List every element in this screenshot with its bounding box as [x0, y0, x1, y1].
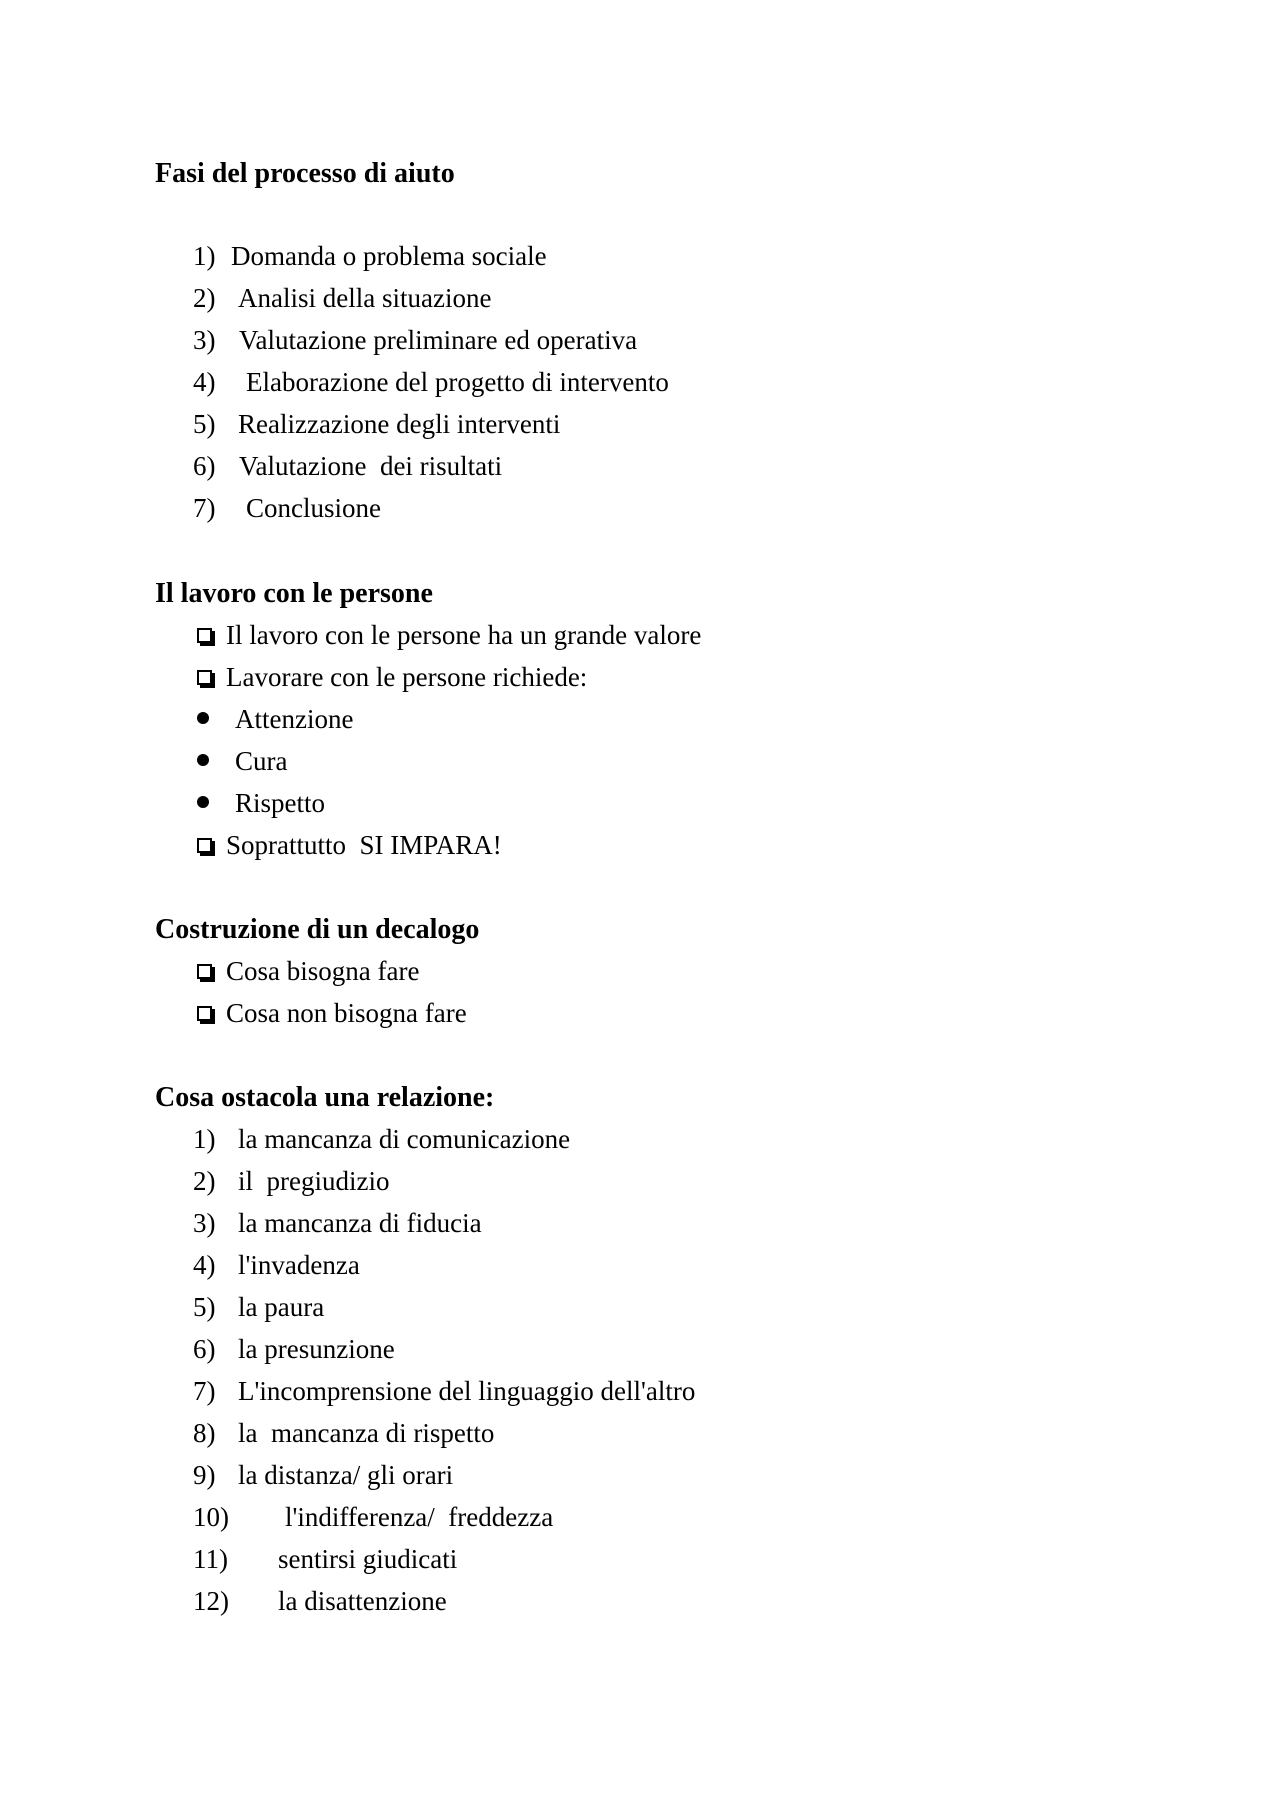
list-number: 3)	[193, 1208, 216, 1238]
square-bullet-icon	[197, 1006, 212, 1021]
list-item-text: Analisi della situazione	[238, 283, 492, 313]
list-item	[193, 1588, 447, 1615]
list-item	[194, 790, 325, 817]
list-item	[193, 1294, 324, 1321]
list-number: 8)	[193, 1418, 216, 1448]
list-item-text: Realizzazione degli interventi	[238, 409, 561, 439]
list-item-text: L'incomprensione del linguaggio dell'altro	[238, 1376, 696, 1406]
section-heading-fasi: Fasi del processo di aiuto	[155, 158, 455, 189]
list-item-text: Domanda o problema sociale	[231, 241, 547, 271]
list-item	[197, 664, 587, 691]
list-item	[193, 1462, 453, 1489]
list-item-text: Soprattutto SI IMPARA!	[226, 830, 502, 860]
list-item-text: la presunzione	[238, 1334, 395, 1364]
list-item-text: l'indifferenza/ freddezza	[285, 1502, 554, 1532]
list-item	[193, 327, 637, 354]
round-bullet-icon	[197, 712, 209, 724]
list-item	[193, 411, 560, 438]
list-item-text: Elaborazione del progetto di intervento	[246, 367, 669, 397]
list-item-text: Cosa bisogna fare	[226, 956, 420, 986]
list-item	[197, 832, 502, 859]
list-number: 9)	[193, 1460, 216, 1490]
list-number: 11)	[193, 1544, 228, 1574]
list-number: 10)	[193, 1502, 229, 1532]
list-number: 2)	[193, 283, 216, 313]
list-item	[193, 1126, 570, 1153]
section-heading-decalogo: Costruzione di un decalogo	[155, 914, 480, 945]
list-item	[193, 369, 669, 396]
list-number: 7)	[193, 493, 216, 523]
square-bullet-icon	[197, 838, 212, 853]
list-item	[193, 1210, 482, 1237]
list-item-text: sentirsi giudicati	[278, 1544, 458, 1574]
list-number: 5)	[193, 409, 216, 439]
list-item-text: il pregiudizio	[238, 1166, 390, 1196]
list-item-text: Valutazione preliminare ed operativa	[239, 325, 638, 355]
list-item-text: la paura	[238, 1292, 325, 1322]
list-number: 6)	[193, 451, 216, 481]
square-bullet-icon	[197, 628, 212, 643]
square-bullet-icon	[197, 670, 212, 685]
list-item-text: Cosa non bisogna fare	[226, 998, 467, 1028]
list-number: 12)	[193, 1586, 229, 1616]
list-item	[193, 1420, 494, 1447]
list-item-text: Cura	[235, 746, 288, 776]
list-number: 5)	[193, 1292, 216, 1322]
section-heading-ostacola: Cosa ostacola una relazione:	[155, 1082, 495, 1113]
list-item-text: Lavorare con le persone richiede:	[226, 662, 588, 692]
list-number: 3)	[193, 325, 216, 355]
list-item-text: la distanza/ gli orari	[238, 1460, 454, 1490]
list-item	[193, 1168, 389, 1195]
list-item-text: Rispetto	[235, 788, 326, 818]
list-number: 4)	[193, 367, 216, 397]
list-item	[197, 622, 701, 649]
list-item-text: Attenzione	[235, 704, 354, 734]
list-item-text: la mancanza di comunicazione	[238, 1124, 571, 1154]
list-item-text: Il lavoro con le persone ha un grande valore	[226, 620, 702, 650]
round-bullet-icon	[197, 754, 209, 766]
list-item	[193, 243, 547, 270]
list-item	[194, 748, 287, 775]
list-item	[193, 1252, 360, 1279]
list-item-text: la mancanza di fiducia	[238, 1208, 482, 1238]
list-number: 7)	[193, 1376, 216, 1406]
list-item-text: Conclusione	[246, 493, 381, 523]
list-number: 1)	[193, 1124, 216, 1154]
section-heading-lavoro: Il lavoro con le persone	[155, 578, 433, 609]
list-number: 1)	[193, 241, 216, 271]
list-number: 4)	[193, 1250, 216, 1280]
list-item	[194, 706, 353, 733]
list-item-text: l'invadenza	[238, 1250, 360, 1280]
round-bullet-icon	[197, 796, 209, 808]
list-item	[193, 1378, 695, 1405]
square-bullet-icon	[197, 964, 212, 979]
list-item	[193, 495, 381, 522]
list-number: 6)	[193, 1334, 216, 1364]
list-item	[197, 958, 419, 985]
list-number: 2)	[193, 1166, 216, 1196]
list-item-text: la disattenzione	[278, 1586, 447, 1616]
list-item	[193, 285, 491, 312]
list-item	[197, 1000, 467, 1027]
list-item	[193, 1504, 553, 1531]
list-item-text: la mancanza di rispetto	[238, 1418, 495, 1448]
list-item	[193, 1546, 457, 1573]
list-item-text: Valutazione dei risultati	[239, 451, 503, 481]
list-item	[193, 453, 502, 480]
list-item	[193, 1336, 395, 1363]
